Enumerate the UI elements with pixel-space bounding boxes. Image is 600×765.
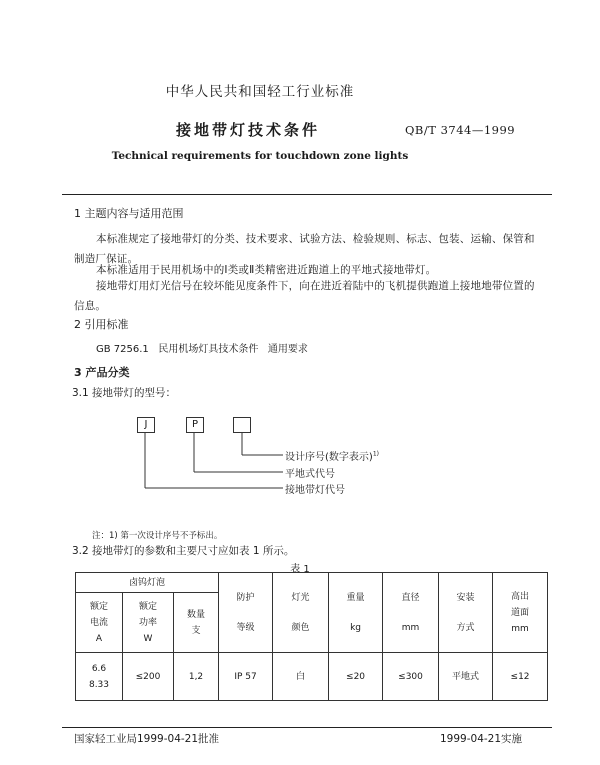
header-diameter-l2: mm (401, 622, 420, 633)
header-current-l1: 额定 (89, 601, 108, 612)
header-protection-l2: 等级 (236, 622, 255, 633)
header-height (493, 573, 548, 653)
standard-number: QB/T 3744—1999 (405, 123, 516, 137)
cell-quantity: 1,2 (174, 653, 219, 701)
cell-rated-current (76, 653, 123, 701)
approval-date: 国家轻工业局1999-04-21批准 (74, 733, 220, 745)
header-protection (219, 573, 273, 653)
header-weight-l1: 重量 (346, 592, 365, 603)
header-current-l3: A (95, 633, 103, 644)
label-mount-code: 平地式代号 (285, 469, 335, 480)
header-protection-l1: 防护 (236, 592, 255, 603)
cell-diameter: ≤300 (383, 653, 439, 701)
issuing-org: 中华人民共和国轻工行业标准 (165, 84, 355, 100)
header-install-l2: 方式 (456, 622, 475, 633)
header-power-l3: W (143, 633, 153, 644)
footnote: 注：1) 第一次设计序号不予标出。 (92, 531, 223, 541)
header-height-l1: 高出 (511, 591, 530, 602)
header-rated-current (76, 593, 123, 653)
cell-height: ≤12 (493, 653, 548, 701)
header-lamp-group: 卤钨灯泡 (76, 573, 219, 593)
section-1-para-1: 本标准规定了接地带灯的分类、技术要求、试验方法、检验规则、标志、包装、运输、保管和制造厂保证。 (74, 233, 535, 265)
model-box-type: J (137, 417, 155, 433)
section-1-para-2: 本标准适用于民用机场中的Ⅰ类或Ⅱ类精密进近跑道上的平地式接地带灯。 (96, 264, 437, 276)
cell-current-v1: 6.6 (91, 663, 107, 674)
parameter-table (75, 572, 548, 701)
header-current-l2: 电流 (89, 617, 108, 628)
cell-protection: IP 57 (219, 653, 273, 701)
cell-rated-power: ≤200 (123, 653, 174, 701)
table-caption: 表 1 (290, 564, 310, 575)
header-height-l3: mm (511, 623, 529, 634)
header-install (439, 573, 493, 653)
reference-standard: GB 7256.1 民用机场灯具技术条件 通用要求 (96, 344, 308, 355)
cell-install: 平地式 (439, 653, 493, 701)
section-3-2-heading: 3.2 接地带灯的参数和主要尺寸应如表 1 所示。 (72, 545, 295, 557)
model-box-mount: P (186, 417, 204, 433)
header-weight-l2: kg (350, 622, 361, 633)
section-1-heading: 1 主题内容与适用范围 (74, 207, 184, 220)
header-quantity (174, 593, 219, 653)
header-height-l2: 道面 (511, 607, 530, 618)
label-design-number-text: 设计序号(数字表示) (285, 452, 373, 463)
header-install-l1: 安装 (456, 592, 475, 603)
footnote-marker: 1) (372, 450, 379, 458)
header-power-l1: 额定 (138, 601, 157, 612)
header-color-l1: 灯光 (291, 592, 310, 603)
header-light-color (273, 573, 329, 653)
label-design-number (285, 448, 379, 463)
header-weight (329, 573, 383, 653)
section-1-para-3: 接地带灯用灯光信号在较坏能见度条件下，向在进近着陆中的飞机提供跑道上接地地带位置的信息。 (74, 280, 535, 312)
header-qty-l1: 数量 (187, 609, 206, 620)
label-type-code: 接地带灯代号 (285, 485, 345, 496)
section-3-1-heading: 3.1 接地带灯的型号： (72, 387, 177, 399)
header-qty-l2: 支 (191, 625, 201, 636)
standard-title-en: Technical requirements for touchdown zone lights (111, 150, 409, 162)
cell-weight: ≤20 (329, 653, 383, 701)
cell-light-color: 白 (273, 653, 329, 701)
section-3-heading: 3 产品分类 (74, 366, 130, 379)
header-color-l2: 颜色 (291, 622, 310, 633)
footer-rule (62, 727, 552, 728)
effective-date: 1999-04-21实施 (440, 733, 523, 745)
header-power-l2: 功率 (138, 617, 157, 628)
header-diameter-l1: 直径 (401, 592, 420, 603)
header-diameter (383, 573, 439, 653)
header-rated-power (123, 593, 174, 653)
standard-title-cn: 接地带灯技术条件 (176, 121, 321, 139)
section-2-heading: 2 引用标准 (74, 318, 129, 331)
cell-current-v2: 8.33 (88, 679, 110, 690)
